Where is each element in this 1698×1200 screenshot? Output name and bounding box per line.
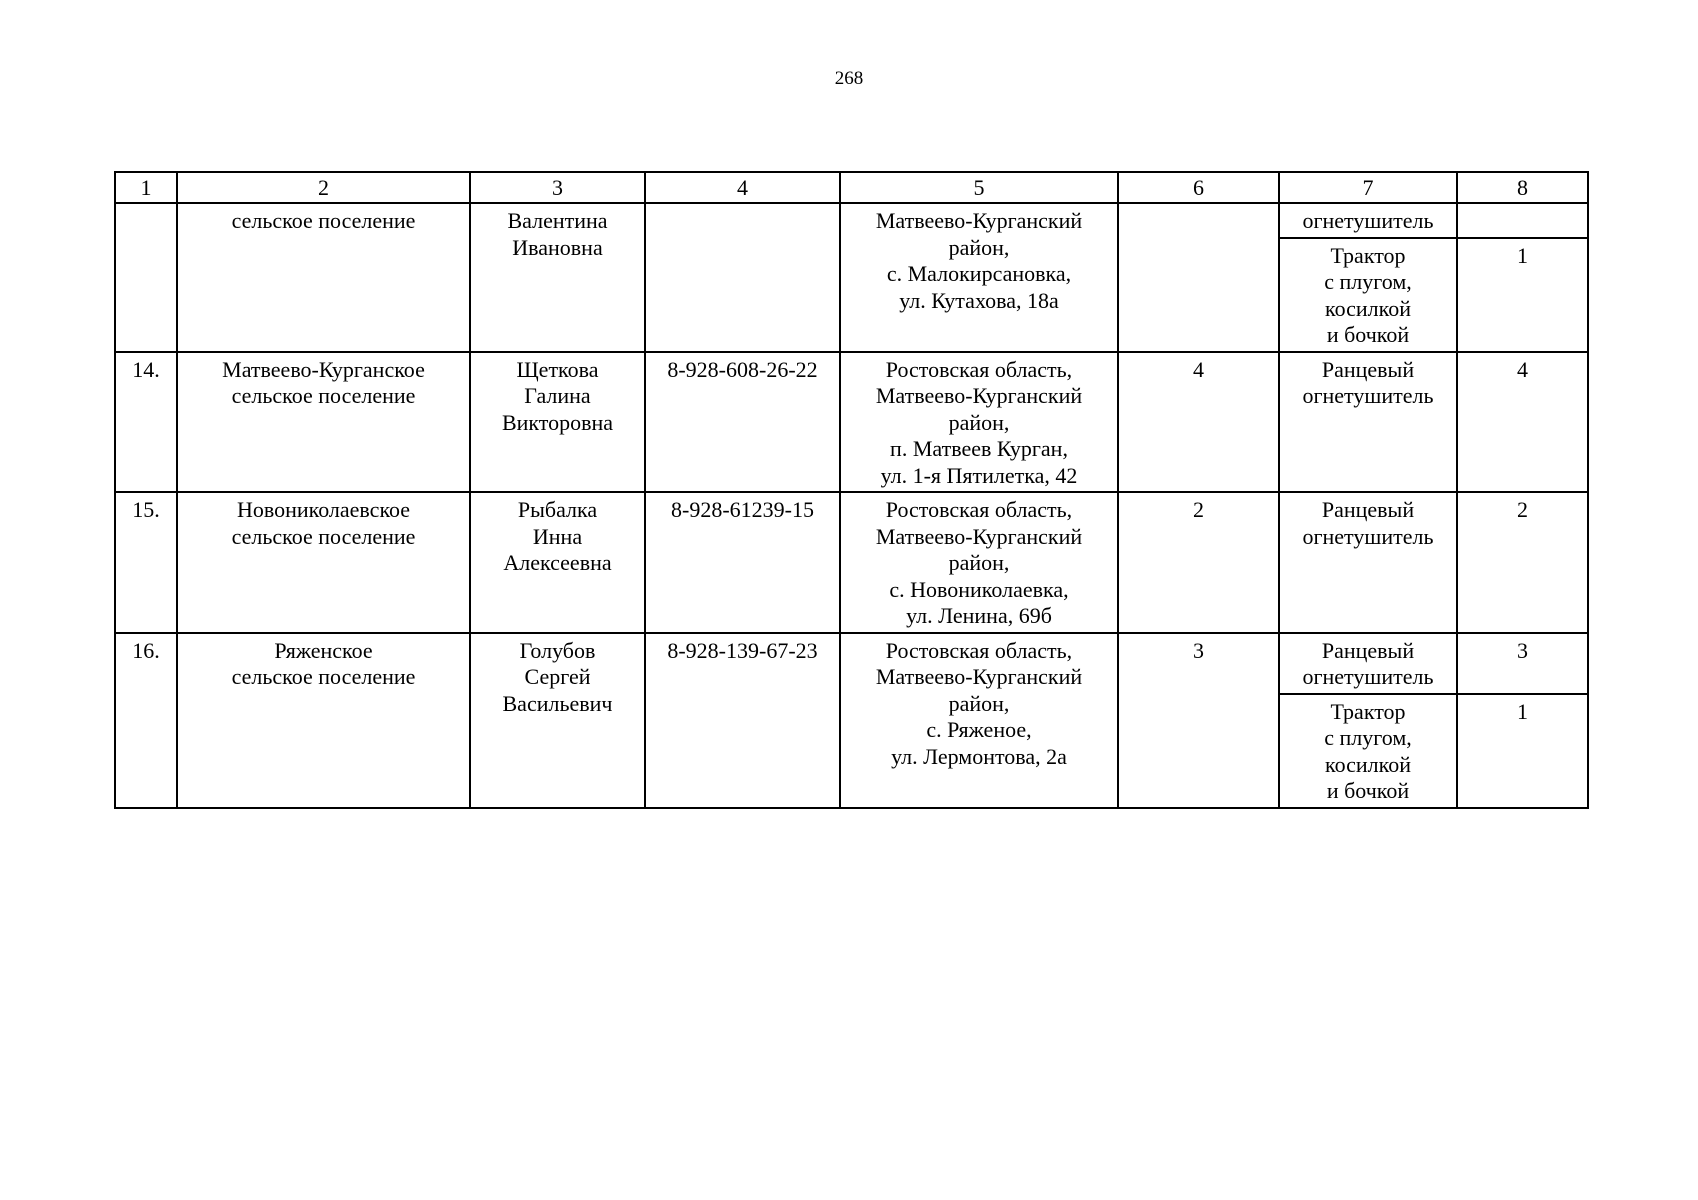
phone-number bbox=[645, 203, 840, 352]
page-number: 268 bbox=[834, 68, 864, 89]
header-cell: 1 bbox=[115, 172, 177, 203]
phone-number: 8-928-61239-15 bbox=[645, 492, 840, 633]
count: 2 bbox=[1118, 492, 1279, 633]
header-cell: 4 bbox=[645, 172, 840, 203]
count: 4 bbox=[1118, 352, 1279, 493]
equipment-name: Ранцевый огнетушитель bbox=[1279, 492, 1457, 633]
table-row bbox=[115, 352, 1588, 493]
equipment-name: Ранцевый огнетушитель bbox=[1279, 633, 1457, 694]
address: Ростовская область, Матвеево-Курганский район, с. Новониколаевка, ул. Ленина, 69б bbox=[840, 492, 1118, 633]
contact-person: Рыбалка Инна Алексеевна bbox=[470, 492, 645, 633]
row-number: 14. bbox=[115, 352, 177, 493]
count: 3 bbox=[1118, 633, 1279, 808]
equipment-name: Трактор с плугом, косилкой и бочкой bbox=[1279, 694, 1457, 808]
header-cell: 6 bbox=[1118, 172, 1279, 203]
contact-person: Щеткова Галина Викторовна bbox=[470, 352, 645, 493]
phone-number: 8-928-139-67-23 bbox=[645, 633, 840, 808]
equipment-qty: 2 bbox=[1457, 492, 1588, 633]
equipment-qty: 4 bbox=[1457, 352, 1588, 493]
equipment-qty: 3 bbox=[1457, 633, 1588, 694]
equipment-table bbox=[114, 171, 1589, 809]
settlement-name: Ряженское сельское поселение bbox=[177, 633, 470, 808]
count bbox=[1118, 203, 1279, 352]
address: Матвеево-Курганский район, с. Малокирсановка, ул. Кутахова, 18а bbox=[840, 203, 1118, 352]
equipment-name: огнетушитель bbox=[1279, 203, 1457, 238]
header-cell: 2 bbox=[177, 172, 470, 203]
equipment-name: Трактор с плугом, косилкой и бочкой bbox=[1279, 238, 1457, 352]
address: Ростовская область, Матвеево-Курганский район, п. Матвеев Курган, ул. 1-я Пятилетка, 42 bbox=[840, 352, 1118, 493]
settlement-name: сельское поселение bbox=[177, 203, 470, 352]
settlement-name: Матвеево-Курганское сельское поселение bbox=[177, 352, 470, 493]
row-number: 16. bbox=[115, 633, 177, 808]
settlement-name: Новониколаевское сельское поселение bbox=[177, 492, 470, 633]
phone-number: 8-928-608-26-22 bbox=[645, 352, 840, 493]
address: Ростовская область, Матвеево-Курганский район, с. Ряженое, ул. Лермонтова, 2а bbox=[840, 633, 1118, 808]
table-row bbox=[115, 633, 1588, 694]
header-cell: 3 bbox=[470, 172, 645, 203]
table-row bbox=[115, 492, 1588, 633]
header-row bbox=[115, 172, 1588, 203]
contact-person: Голубов Сергей Васильевич bbox=[470, 633, 645, 808]
row-number: 15. bbox=[115, 492, 177, 633]
equipment-qty: 1 bbox=[1457, 694, 1588, 808]
table-row bbox=[115, 203, 1588, 238]
contact-person: Валентина Ивановна bbox=[470, 203, 645, 352]
equipment-qty bbox=[1457, 203, 1588, 238]
header-cell: 8 bbox=[1457, 172, 1588, 203]
equipment-qty: 1 bbox=[1457, 238, 1588, 352]
header-cell: 5 bbox=[840, 172, 1118, 203]
equipment-name: Ранцевый огнетушитель bbox=[1279, 352, 1457, 493]
row-number bbox=[115, 203, 177, 352]
header-cell: 7 bbox=[1279, 172, 1457, 203]
